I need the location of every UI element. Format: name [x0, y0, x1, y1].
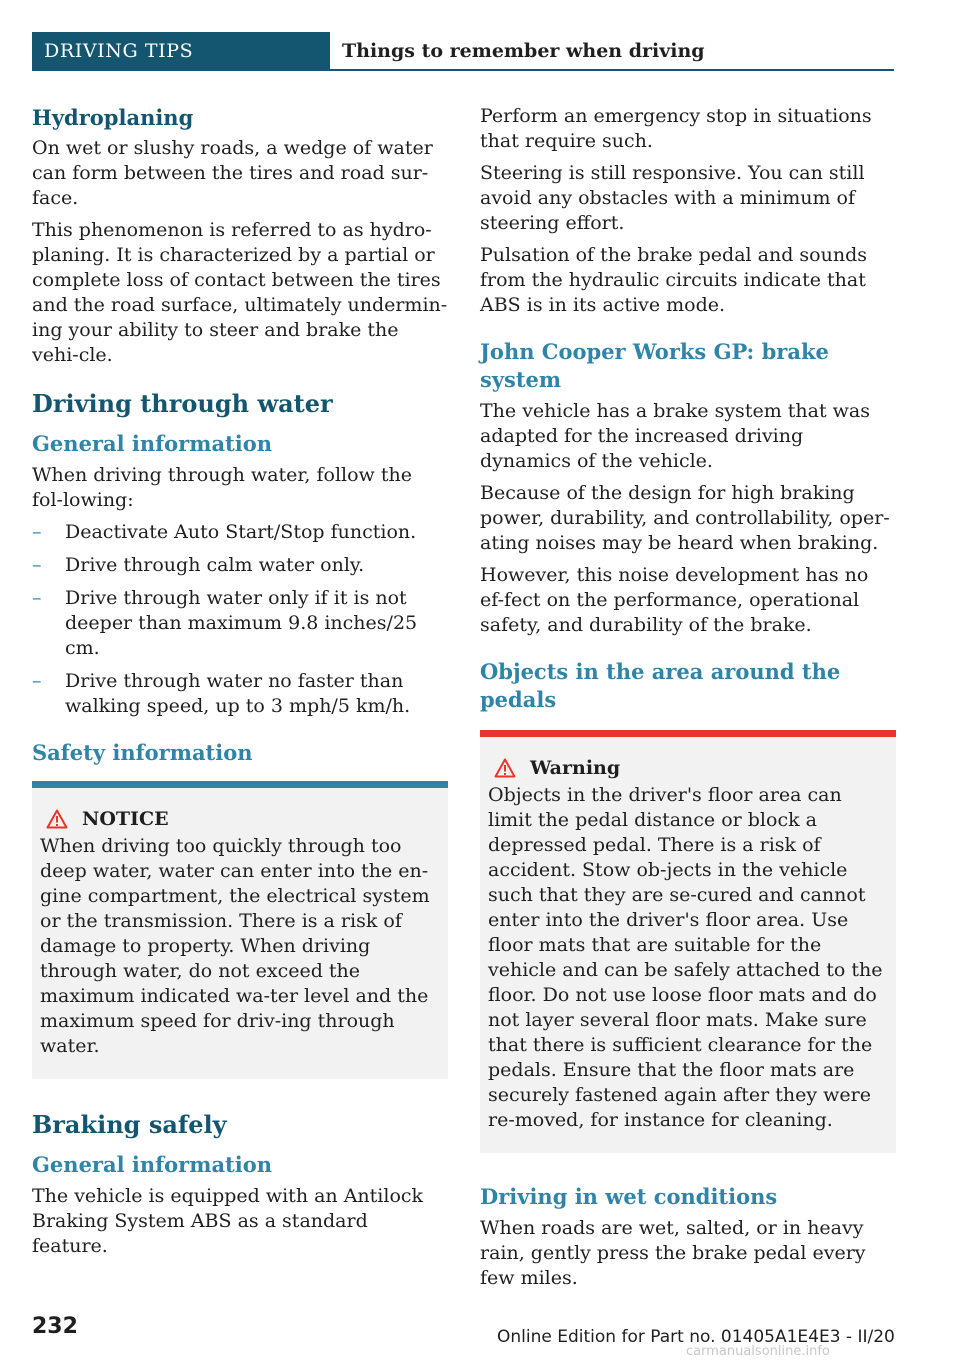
general-information-heading: General information — [32, 1152, 273, 1177]
list-item: – Drive through calm water only. — [32, 554, 365, 576]
warning-title: Warning — [488, 755, 888, 781]
wet-conditions-heading: Driving in wet conditions — [480, 1184, 778, 1209]
notice-box — [32, 781, 448, 1079]
braking-safely-heading: Braking safely — [32, 1110, 227, 1139]
dash-icon: – — [32, 554, 42, 576]
water-rules-list — [32, 520, 448, 719]
header-rule — [330, 69, 894, 71]
hydroplaning-paragraph: This phenomenon is referred to as hydro-planing. It is characterized by a partial or complete loss of contact between the tires and the road surface, ultimately undermin-ing your ability to steer and brake the vehi-cle. — [32, 219, 448, 366]
watermark: carmanualsonline.info — [686, 1344, 830, 1359]
dash-icon: – — [32, 521, 42, 543]
gp-brake-heading: John Cooper Works GP: brake system — [480, 339, 829, 392]
general-information-heading: General information — [32, 431, 273, 456]
list-item: – Drive through water only if it is not deeper than maximum 9.8 inches/25 cm. — [32, 587, 418, 659]
warning-triangle-icon — [46, 809, 68, 829]
list-item: – Drive through water no faster than walking speed, up to 3 mph/5 km/h. — [32, 670, 411, 717]
driving-through-water-heading: Driving through water — [32, 389, 333, 418]
gp-paragraph: The vehicle has a brake system that was adapted for the increased driving dynamics of the vehicle. — [480, 400, 870, 472]
warning-text: Objects in the driver's floor area can limit the pedal distance or block a depressed pedal. There is a risk of accident. Stow ob-jects in the vehicle such that they are se-cured and cannot enter into the driver's floor area. Use floor mats that are suitable for the vehicle and can be safely attached to the floor. Do not use loose floor mats and do not layer several floor mats. Make sure that there is sufficient clearance for the pedals. Ensure that the floor mats are securely fastened again after they were re-moved, for instance for cleaning. — [488, 784, 883, 1131]
dash-icon: – — [32, 587, 42, 609]
abs-paragraph: Pulsation of the brake pedal and sounds from the hydraulic circuits indicate that ABS is in its active mode. — [480, 244, 867, 316]
page-number: 232 — [32, 1314, 78, 1339]
dash-icon: – — [32, 670, 42, 692]
right-column — [480, 104, 896, 1298]
braking-paragraph: The vehicle is equipped with an Antilock Braking System ABS as a standard feature. — [32, 1185, 424, 1257]
safety-information-heading: Safety information — [32, 740, 253, 765]
warning-box — [480, 730, 896, 1153]
hydroplaning-paragraph: On wet or slushy roads, a wedge of water can form between the tires and road sur-face. — [32, 137, 433, 209]
pedals-heading: Objects in the area around the pedals — [480, 659, 841, 712]
section-tab: DRIVING TIPS — [32, 32, 330, 71]
left-column — [32, 104, 448, 1266]
hydroplaning-heading: Hydroplaning — [32, 105, 194, 130]
notice-title: NOTICE — [40, 806, 440, 832]
edition-footer: Online Edition for Part no. 01405A1E4E3 - II/20 — [497, 1327, 895, 1347]
list-item: – Deactivate Auto Start/Stop function. — [32, 521, 417, 543]
water-intro: When driving through water, follow the fol-lowing: — [32, 464, 412, 511]
notice-text: When driving too quickly through too deep water, water can enter into the en-gine compartment, the electrical system or the transmission. There is a risk of damage to property. When driving through water, do not exceed the maximum indicated wa-ter level and the maximum speed for driv-ing through water. — [40, 835, 430, 1057]
page-header — [32, 32, 894, 72]
gp-paragraph: Because of the design for high braking power, durability, and controllability, oper-ating noises may be heard when braking. — [480, 482, 890, 554]
page-title: Things to remember when driving — [342, 40, 705, 62]
wet-conditions-paragraph: When roads are wet, salted, or in heavy rain, gently press the brake pedal every few miles. — [480, 1217, 866, 1289]
emergency-stop-paragraph: Perform an emergency stop in situations that require such. — [480, 105, 872, 152]
gp-paragraph: However, this noise development has no ef-fect on the performance, operational safety, and durability of the brake. — [480, 564, 869, 636]
warning-triangle-icon — [494, 758, 516, 778]
steering-paragraph: Steering is still responsive. You can still avoid any obstacles with a minimum of steering effort. — [480, 162, 865, 234]
